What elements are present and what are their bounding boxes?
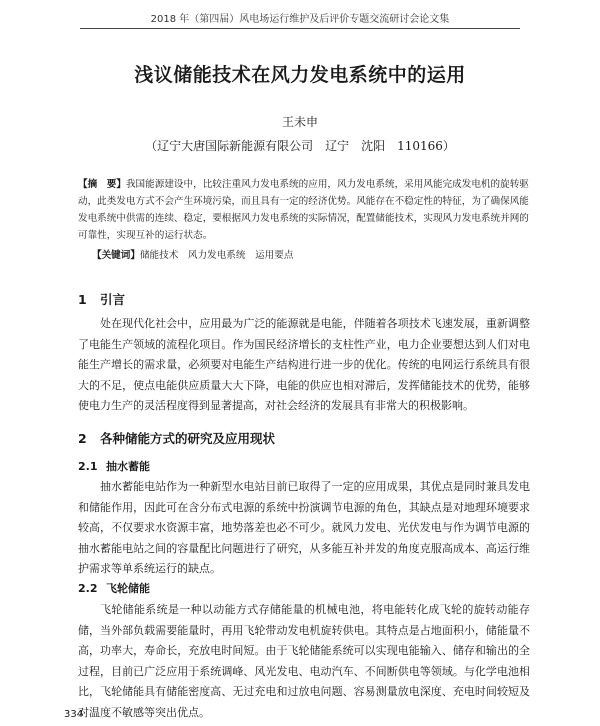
paragraph: 抽水蓄能电站作为一种新型水电站目前已取得了一定的应用成果，其优点是同时兼具发电和储能作用，因此可在含分布式电源的系统中扮演调节电源的角色，其缺点是对地理环境要求较高，不仅要求水资源丰富，地势落差也必不可少。就风力发电、光伏发电与作为调节电源的抽水蓄能电站之间的容量配比问题进行了研究，从多能互补并发的角度克服高成本、高运行维护需求等单系统运行的缺点。 xyxy=(78,480,530,575)
affiliation: （辽宁大唐国际新能源有限公司 辽宁 沈阳 110166） xyxy=(145,139,455,153)
paper-title: 浅议储能技术在风力发电系统中的运用 xyxy=(134,64,466,86)
author: 王未申 xyxy=(281,115,318,129)
abstract-text: 我国能源建设中，比较注重风力发电系统的应用，风力发电系统，采用风能完成发电机的旋转驱动，此类发电方式不会产生环境污染，而且具有一定的经济优势。风能存在不稳定性的特征，为了确保风能发电系统中供需的连续、稳定，要根据风力发电系统的实际情况，配置储能技术，实现风力发电系统并网的可靠性，实现互补的运行状态。 xyxy=(78,179,529,241)
subsection-heading xyxy=(78,458,150,474)
section-number: 1 xyxy=(78,292,87,307)
section-title: 引言 xyxy=(100,292,126,307)
subsection-title: 抽水蓄能 xyxy=(106,460,150,473)
section-heading xyxy=(78,290,125,308)
paragraph: 处在现代化社会中，应用最为广泛的能源就是电能，伴随着各项技术飞速发展，重新调整了电能生产领域的流程化项目。作为国民经济增长的支柱性产业，电力企业要想达到人们对电能生产增长的需求量，必须要对电能生产结构进行进一步的优化。传统的电网运行系统具有很大的不足，使点电能供应质量大大下降，电能的供应也相对滞后，发挥储能技术的优势，能够使电力生产的灵活程度得到显著提高，对社会经济的发展具有非常大的积极影响。 xyxy=(78,317,530,412)
subsection-number: 2.2 xyxy=(78,582,98,595)
paragraph: 飞轮储能系统是一种以动能方式存储能量的机械电池，将电能转化成飞轮的旋转动能存储，当外部负载需要能量时，再用飞轮带动发电机旋转供电。其特点是占地面积小，储能量不高，功率大，寿命长，充放电时间短。由于飞轮储能系统可以实现电能输入、储存和输出的全过程，目前已广泛应用于系统调峰、风光发电、电动汽车、不间断供电等领域。与化学电池相比，飞轮储能具有储能密度高、无过充电和过放电问题、容易测量放电深度、充电时间较短及对温度不敏感等突出优点。 xyxy=(78,603,530,719)
subsection-title: 飞轮储能 xyxy=(106,582,150,595)
section-heading xyxy=(78,429,275,447)
section-number: 2 xyxy=(78,431,87,446)
running-head: 2018 年（第四届）风电场运行维护及后评价专题交流研讨会论文集 xyxy=(80,10,520,29)
section-title: 各种储能方式的研究及应用现状 xyxy=(100,431,276,446)
abstract-label: 【摘 要】 xyxy=(78,179,126,190)
page-number: 334 xyxy=(64,709,84,720)
abstract xyxy=(78,176,530,244)
subsection-number: 2.1 xyxy=(78,460,98,473)
keywords-text: 储能技术 风力发电系统 运用要点 xyxy=(139,250,294,261)
subsection-heading xyxy=(78,580,150,596)
keywords xyxy=(92,247,530,264)
keywords-label: 【关键词】 xyxy=(92,250,140,261)
